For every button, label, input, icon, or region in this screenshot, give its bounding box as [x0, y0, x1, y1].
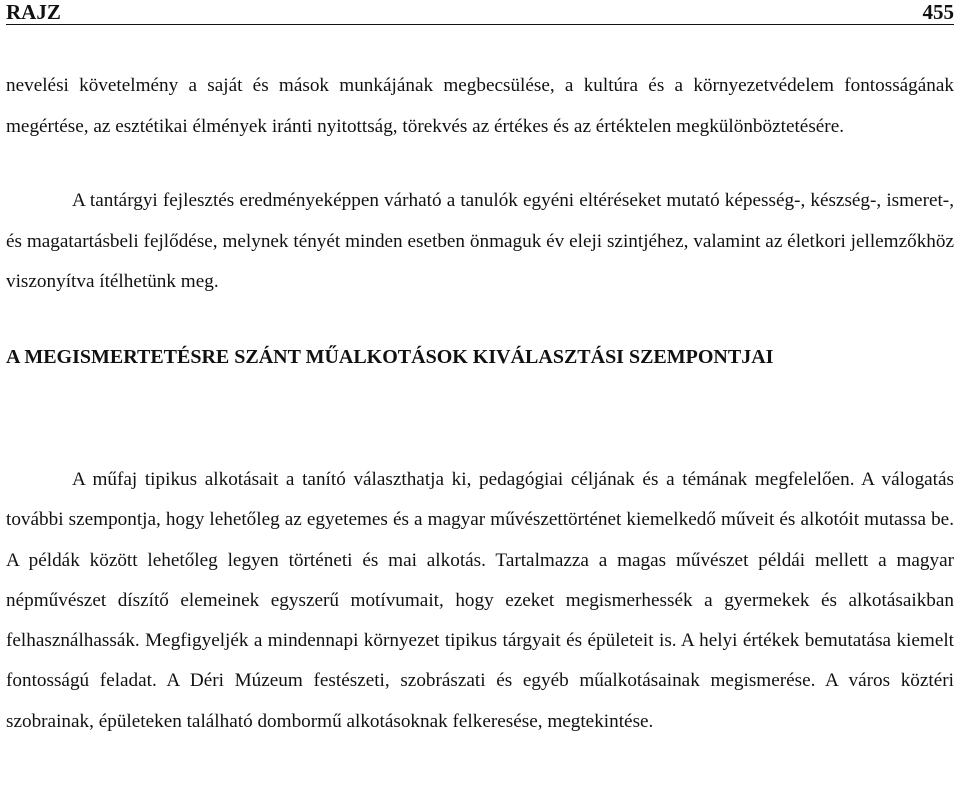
- paragraph-values: nevelési követelmény a saját és mások munkájának megbecsülése, a kultúra és a környezetvédelem fontosságának megértése, az esztétikai élmények iránti nyitottság, törekvés az értékes és az értéktelen megkülönböztetésére.: [6, 75, 954, 137]
- page-header: [6, 0, 954, 25]
- page-number: 455: [922, 0, 954, 24]
- paragraph-development: A tantárgyi fejlesztés eredményeképpen várható a tanulók egyéni eltéréseket mutató képesség-, készség-, ismeret-, és magatartásbeli fejlődése, melynek tényét minden esetben önmaguk év eleji szintjéhez, valamint az életkori jellemzőkhöz viszonyítva ítélhetünk meg.: [6, 190, 954, 292]
- paragraph-selection-criteria: A műfaj tipikus alkotásait a tanító választhatja ki, pedagógiai céljának és a témának megfelelően. A válogatás további szempontja, hogy lehetőleg az egyetemes és a magyar művészettörténet kiemelkedő műveit és alkotóit mutassa be. A példák között lehetőleg legyen történeti és mai alkotás. Tartalmazza a magas művészet példái mellett a magyar népművészet díszítő elemeinek egyszerű motívumait, hogy ezeket megismerhessék a gyermekek és alkotásaikban felhasználhassák. Megfigyeljék a mindennapi környezet tipikus tárgyait és épületeit is. A helyi értékek bemutatása kiemelt fontosságú feladat. A Déri Múzeum festészeti, szobrászati és egyéb műalkotásainak megismerése. A város köztéri szobrainak, épületeken található dombormű alkotásoknak felkeresése, megtekintése.: [6, 469, 954, 732]
- header-subject: RAJZ: [6, 0, 61, 24]
- section-heading: A MEGISMERTETÉSRE SZÁNT MŰALKOTÁSOK KIVÁLASZTÁSI SZEMPONTJAI: [6, 346, 774, 368]
